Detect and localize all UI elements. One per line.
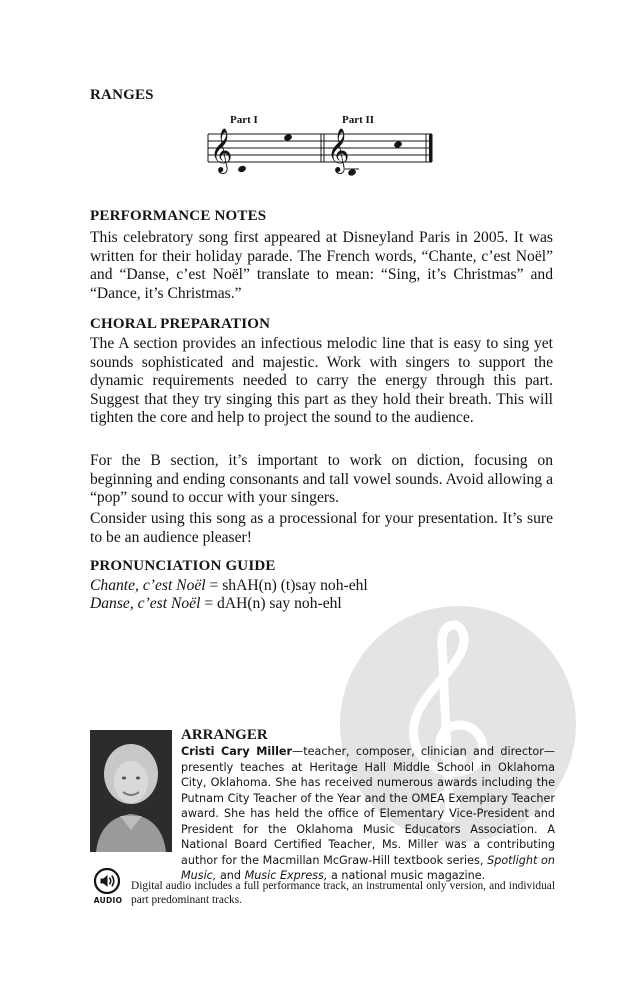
audio-note: Digital audio includes a full performance track, an instrumental only version, and individual part predominant tracks. [131, 880, 555, 906]
svg-text:𝄞: 𝄞 [327, 128, 350, 172]
pronunciation-term: Danse, c’est Noël [90, 595, 201, 612]
vocal-ranges-staff [204, 114, 440, 180]
audio-icon [94, 868, 120, 894]
arranger-bio: Cristi Cary Miller—teacher, composer, clinician and director—presently teaches at Heritage Hall Middle School in Oklahoma City, Oklahoma. She has received numerous awards including the Putnam City Teacher of the Year and the OMEA Exemplary Teacher award. She has held the office of Elementary Vice-President and President for the Oklahoma Music Educators Association. A National Board Certified Teacher, Ms. Miller was a contributing author for the Macmillan McGraw-Hill textbook series, Spotlight on Music, and Music Express, a national music magazine. [181, 745, 555, 883]
choral-paragraph-2: For the B section, it’s important to work on diction, focusing on beginning and ending consonants and tall vowel sounds. Avoid allowing a “pop” sound to occur with your singers. [90, 452, 553, 506]
arranger-photo [90, 730, 172, 852]
choral-paragraph-3: Consider using this song as a processional for your presentation. It’s sure to be an audience pleaser! [90, 510, 553, 546]
pronunciation-line-1: Chante, c’est Noël = shAH(n) (t)say noh-ehl [90, 577, 368, 594]
music-staff-icon [204, 114, 440, 180]
part-1-label: Part I [230, 114, 258, 126]
ranges-heading: RANGES [90, 87, 154, 103]
textbook-series-title: Spotlight on Music, [181, 853, 555, 883]
choral-preparation-heading: CHORAL PREPARATION [90, 316, 271, 332]
pronunciation-line-2: Danse, c’est Noël = dAH(n) say noh-ehl [90, 595, 342, 612]
performance-notes-heading: PERFORMANCE NOTES [90, 208, 267, 224]
arranger-name: Cristi Cary Miller [181, 745, 293, 758]
choral-paragraph-1: The A section provides an infectious melodic line that is easy to sing yet sounds sophisticated and majestic. Work with singers to support the dynamic requirements needed to carry the energy through this part. Suggest that they try singing this part as they hold their breath. This will tighten the core and help to project the sound to the audience. [90, 335, 553, 426]
pronunciation-guide-heading: PRONUNCIATION GUIDE [90, 558, 276, 574]
pronunciation-sound: shAH(n) (t)say noh-ehl [222, 577, 368, 594]
pronunciation-term: Chante, c’est Noël [90, 577, 206, 594]
part-2-label: Part II [342, 114, 375, 126]
magazine-title: Music Express, [244, 869, 328, 883]
audio-label: AUDIO [93, 896, 123, 905]
arranger-heading: ARRANGER [181, 727, 268, 743]
performance-notes-text: This celebratory song first appeared at Disneyland Paris in 2005. It was written for their holiday parade. The French words, “Chante, c’est Noël” and “Danse, c’est Noël” translate to mean: “Sing, it’s Christmas” and “Dance, it’s Christmas.” [90, 229, 553, 302]
svg-text:𝄞: 𝄞 [210, 128, 233, 172]
pronunciation-sound: dAH(n) say noh-ehl [217, 595, 342, 612]
